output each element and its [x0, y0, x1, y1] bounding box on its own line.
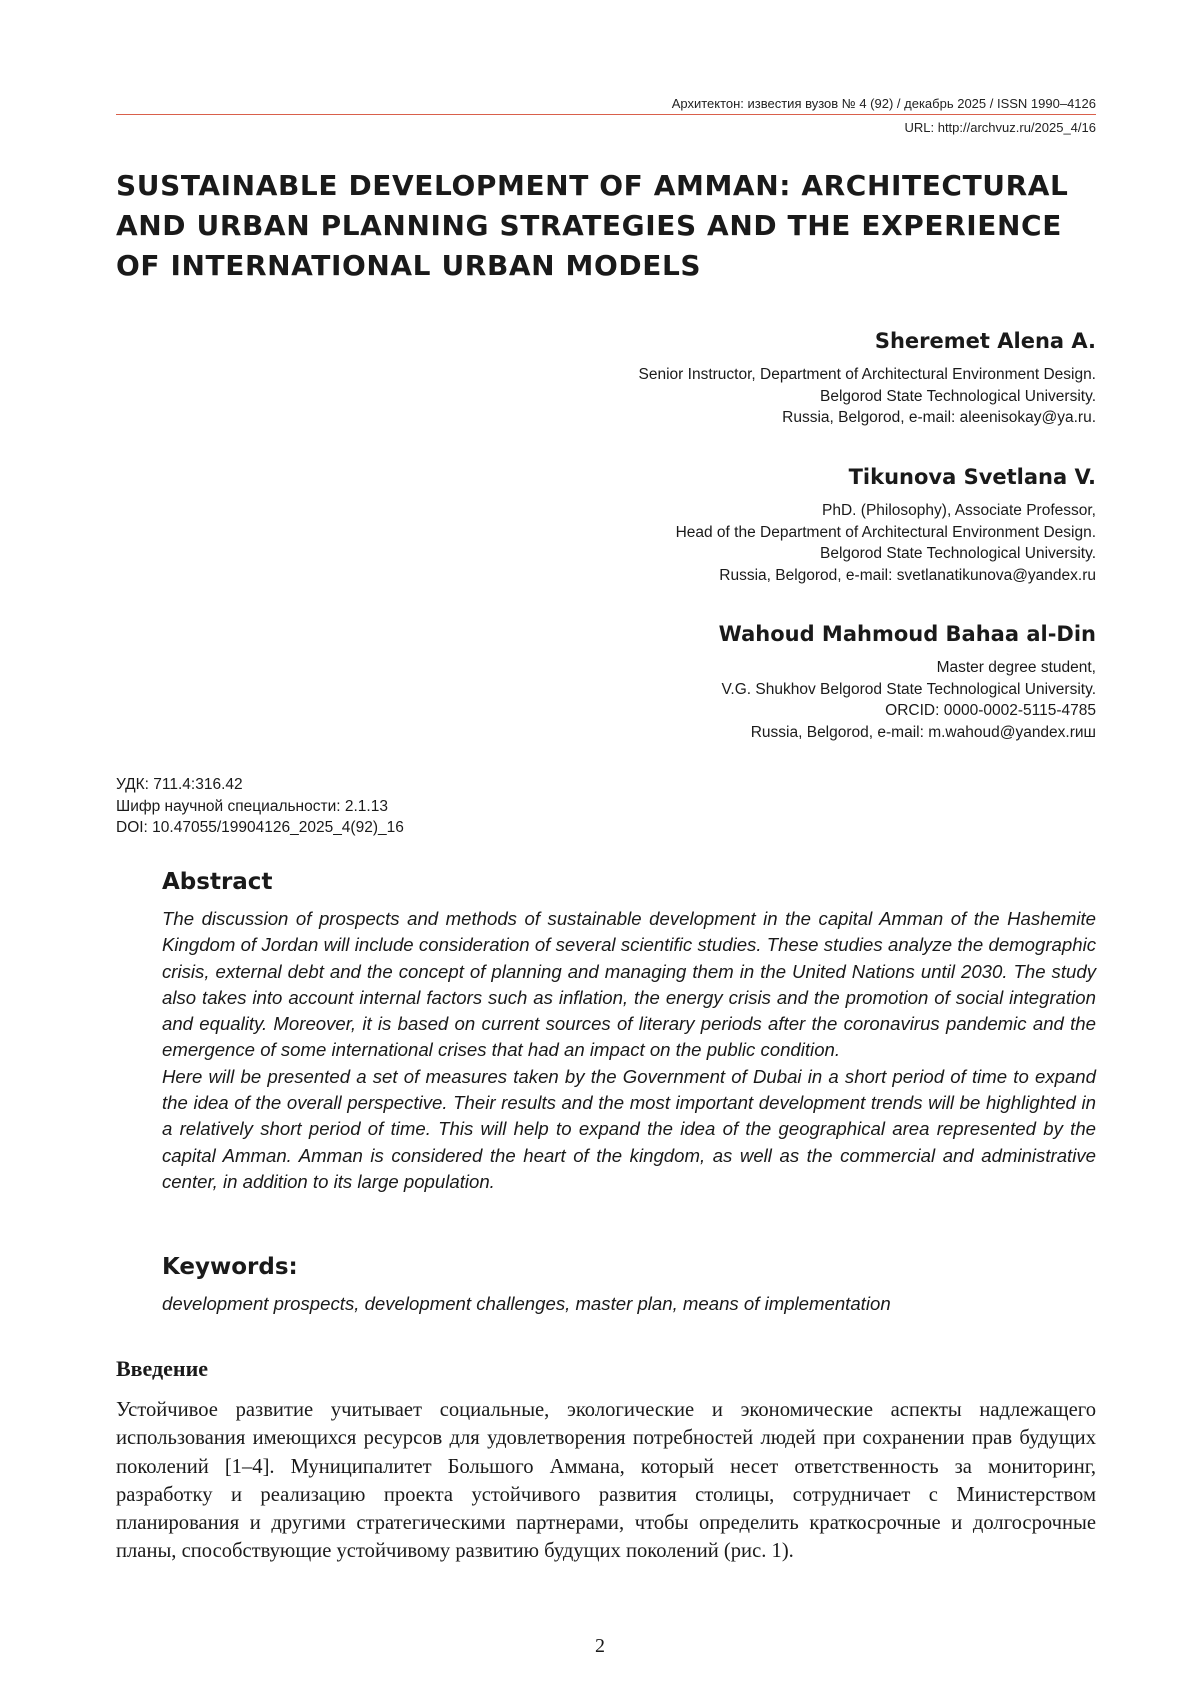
author-block: [719, 621, 1096, 743]
author-affiliation: Master degree student,: [936, 659, 1096, 676]
keywords-text: development prospects, development challenges, master plan, means of implementation: [162, 1293, 891, 1314]
author-name: Tikunova Svetlana V.: [848, 465, 1096, 489]
article-url[interactable]: URL: http://archvuz.ru/2025_4/16: [904, 120, 1096, 135]
article-title: [116, 166, 1076, 286]
title-line: AND URBAN PLANNING STRATEGIES AND THE EXPERIENCE: [116, 209, 1062, 242]
author-block: [676, 464, 1096, 586]
udk-code: УДК: 711.4:316.42: [116, 776, 243, 793]
doi: DOI: 10.47055/19904126_2025_4(92)_16: [116, 819, 404, 836]
specialty-code: Шифр научной специальности: 2.1.13: [116, 797, 388, 815]
title-line: SUSTAINABLE DEVELOPMENT OF AMMAN: ARCHITECTURAL: [116, 169, 1069, 202]
author-block: [639, 328, 1096, 429]
page-number: 2: [595, 1635, 605, 1657]
journal-header: Архитектон: известия вузов № 4 (92) / декабрь 2025 / ISSN 1990–4126: [671, 96, 1096, 111]
classification-block: [116, 774, 404, 839]
author-name: Wahoud Mahmoud Bahaa al-Din: [718, 622, 1096, 646]
introduction-paragraph: Устойчивое развитие учитывает социальные, экологические и экономические аспекты надлежащего использования имеющихся ресурсов для удовлетворения потребностей людей при сохранении прав будущих поколений [1–4]. Муниципалитет Большого Аммана, который несет ответственность за мониторинг, разработку и реализацию проекта устойчивого развития столицы, сотрудничает с Министерством планирования и другими стратегическими партнерами, чтобы определить краткосрочные и долгосрочные планы, способствующие устойчивому развитию будущих поколений (рис. 1).: [116, 1399, 1096, 1563]
author-affiliation: Belgorod State Technological University.: [820, 387, 1096, 405]
abstract-paragraph: Here will be presented a set of measures taken by the Government of Dubai in a short period of time to expand the idea of the overall perspective. Their results and the most important development trends will be highlighted in a relatively short period of time. This will help to expand the idea of the geographical area represented by the capital Amman. Amman is considered the heart of the kingdom, as well as the commercial and administrative center, in addition to its large population.: [162, 1065, 1096, 1192]
abstract-body: [162, 906, 1096, 1195]
keywords-heading: Keywords:: [162, 1254, 298, 1280]
header-rule: [116, 114, 1096, 115]
author-affiliation: Senior Instructor, Department of Architectural Environment Design.: [638, 366, 1096, 383]
author-contact: Russia, Belgorod, e-mail: m.wahoud@yandex.rиш: [750, 723, 1096, 741]
title-line: OF INTERNATIONAL URBAN MODELS: [116, 249, 702, 282]
abstract-paragraph: The discussion of prospects and methods of sustainable development in the capital Amman of the Hashemite Kingdom of Jordan will include consideration of several scientific studies. These studies analyze the demographic crisis, external debt and the concept of planning and managing them in the United Nations until 2030. The study also takes into account internal factors such as inflation, the energy crisis and the promotion of social integration and equality. Moreover, it is based on current sources of literary periods after the coronavirus pandemic and the emergence of some international crises that had an impact on the public condition.: [162, 908, 1096, 1061]
author-name: Sheremet Alena A.: [874, 329, 1096, 353]
abstract-heading: Abstract: [162, 869, 273, 895]
introduction-heading: Введение: [116, 1356, 209, 1381]
author-affiliation: PhD. (Philosophy), Associate Professor,: [822, 502, 1096, 519]
author-affiliation: Head of the Department of Architectural Environment Design.: [675, 523, 1096, 541]
author-orcid: ORCID: 0000-0002-5115-4785: [885, 702, 1096, 719]
author-contact: Russia, Belgorod, e-mail: svetlanatikunova@yandex.ru: [719, 566, 1096, 584]
author-contact: Russia, Belgorod, e-mail: aleenisokay@ya.ru.: [782, 409, 1096, 426]
author-affiliation: Belgorod State Technological University.: [820, 545, 1096, 562]
author-affiliation: V.G. Shukhov Belgorod State Technological University.: [721, 680, 1096, 698]
